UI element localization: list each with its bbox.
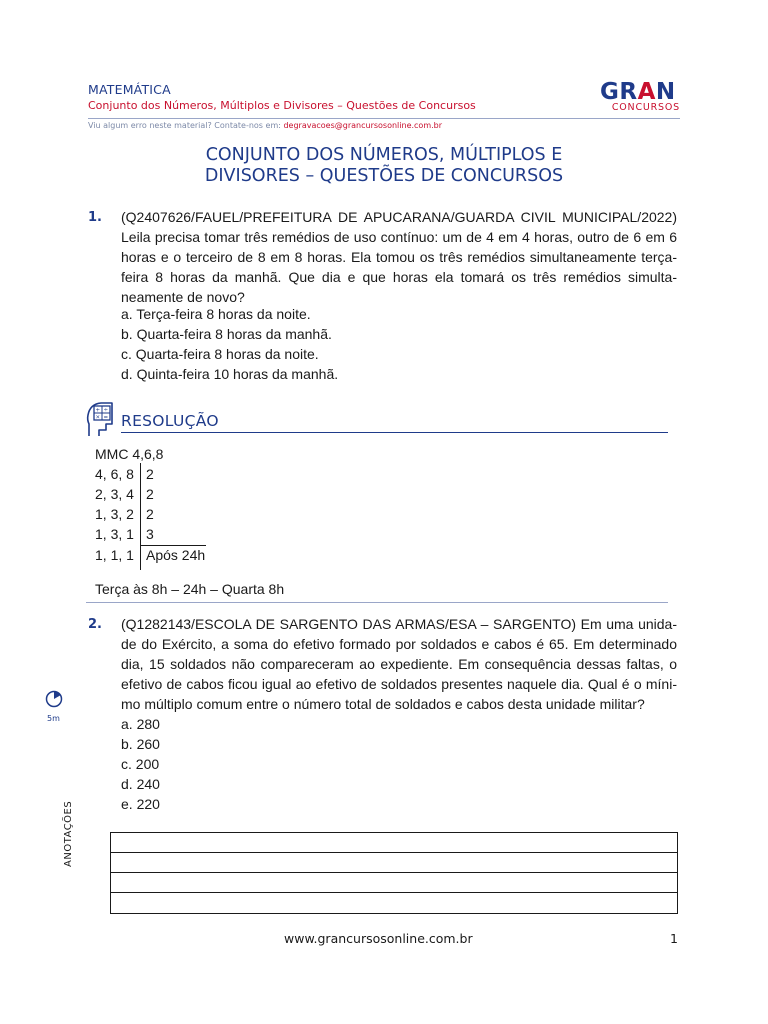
svg-text:÷: ÷ (103, 407, 109, 414)
resolution-conclusion: Terça às 8h – 24h – Quarta 8h (95, 581, 285, 597)
question-2-number: 2. (88, 617, 102, 632)
mmc-row-right: 2 (146, 466, 154, 482)
logo-wordmark: GRAN (600, 79, 676, 105)
svg-text:=: = (103, 414, 109, 421)
question-2-text: (Q1282143/ESCOLA DE SARGENTO DAS ARMAS/ESA – SARGENTO) Em uma unida-de do Exército, a soma do efetivo formado por soldados e cabos é 65. Em determinado dia, 15 soldados não compareceram ao expediente. Em consequência dessas faltas, o efetivo de cabos ficou igual ao efetivo de soldados presentes naquele dia. Qual é o míni-mo múltiplo comum entre o número total de soldados e cabos desta unidade militar? (121, 616, 677, 712)
question-1-number: 1. (88, 210, 102, 225)
gran-logo (600, 81, 680, 117)
mmc-row-right: Após 24h (146, 547, 206, 563)
footer-url-link[interactable]: www.grancursosonline.com.br (284, 931, 473, 946)
mmc-row-right: 3 (146, 526, 154, 542)
question-1-option-a: a. Terça-feira 8 horas da noite. (121, 306, 311, 322)
section-divider (86, 602, 668, 603)
mmc-row-left: 1, 3, 2 (95, 506, 134, 522)
question-1-option-c: c. Quarta-feira 8 horas da noite. (121, 346, 319, 362)
calculator-head-icon (86, 400, 114, 438)
mmc-vertical-rule (140, 463, 141, 570)
notes-line (111, 852, 677, 853)
mmc-row-right: 2 (146, 506, 154, 522)
mmc-title: MMC 4,6,8 (95, 446, 164, 462)
question-2-option-c: c. 200 (121, 756, 160, 772)
svg-text:+: + (95, 407, 101, 414)
mmc-row-left: 4, 6, 8 (95, 466, 134, 482)
mmc-row-left: 1, 1, 1 (95, 547, 134, 563)
svg-text:×: × (95, 414, 101, 421)
question-1-option-d: d. Quinta-feira 10 horas da manhã. (121, 366, 339, 382)
question-1-text: (Q2407626/FAUEL/PREFEITURA DE APUCARANA/GUARDA CIVIL MUNICIPAL/2022) Leila precisa tomar três remédios de uso contínuo: um de 4 em 4 horas, outro de 6 em 6 horas e o terceiro de 8 em 8 horas. Ela tomou os três remédios simultaneamente terça-feira 8 horas da manhã. Que dia e que horas ela tomará os três remédios simulta-neamente de novo? (121, 209, 677, 305)
question-2-option-a: a. 280 (121, 716, 160, 732)
page-title: CONJUNTO DOS NÚMEROS, MÚLTIPLOS E DIVISORES – QUESTÕES DE CONCURSOS (204, 145, 564, 186)
timer-icon (45, 690, 63, 708)
question-2-option-e: e. 220 (121, 796, 160, 812)
mmc-horizontal-rule (140, 545, 206, 546)
notes-box[interactable] (110, 832, 678, 914)
resolution-title: RESOLUÇÃO (121, 412, 219, 430)
mmc-row-left: 2, 3, 4 (95, 486, 134, 502)
question-2-option-d: d. 240 (121, 776, 160, 792)
timer-label: 5m (47, 714, 60, 723)
mmc-row-right: 2 (146, 486, 154, 502)
notes-line (111, 892, 677, 893)
notes-line (111, 872, 677, 873)
notes-label: ANOTAÇÕES (63, 800, 74, 867)
header-divider (88, 118, 680, 119)
mmc-row-left: 1, 3, 1 (95, 526, 134, 542)
question-2-option-b: b. 260 (121, 736, 160, 752)
contact-email-link[interactable]: degravacoes@grancursosonline.com.br (283, 121, 443, 130)
subject-label: MATEMÁTICA (88, 82, 171, 97)
page-number: 1 (670, 931, 678, 946)
question-1-option-b: b. Quarta-feira 8 horas da manhã. (121, 326, 332, 342)
resolution-divider (121, 432, 668, 433)
logo-tagline: CONCURSOS (611, 102, 680, 113)
contact-line: Viu algum erro neste material? Contate-nos em: degravacoes@grancursosonline.com.br (88, 121, 443, 130)
document-subtitle: Conjunto dos Números, Múltiplos e Divisores – Questões de Concursos (88, 99, 476, 112)
